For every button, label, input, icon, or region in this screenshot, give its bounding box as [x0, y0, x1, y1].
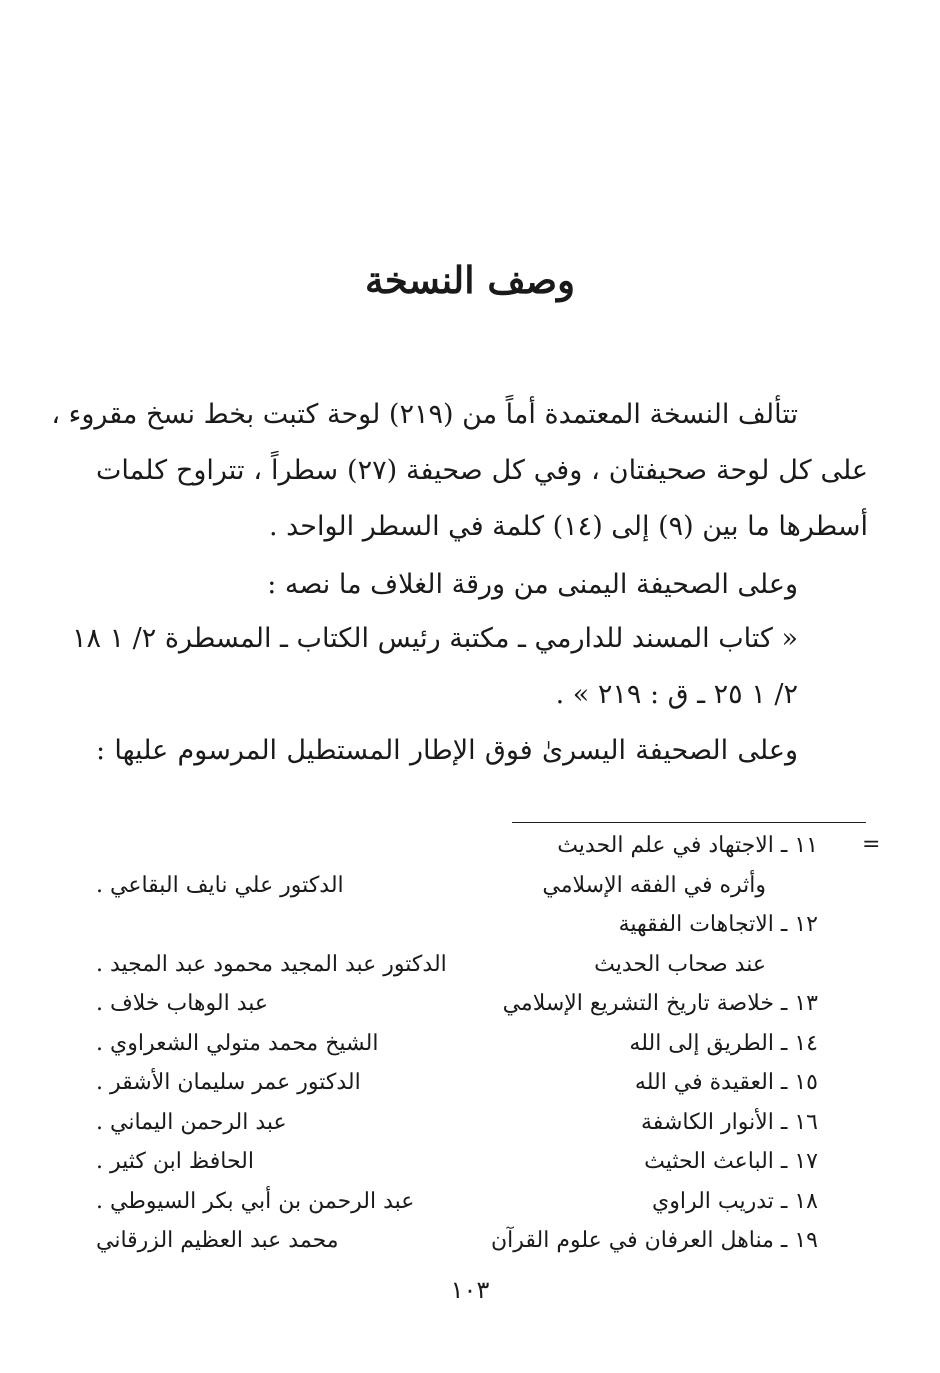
footnote-author: الدكتور علي نايف البقاعي .: [96, 872, 344, 898]
footnote-title: ١٤ ـ الطريق إلى الله: [629, 1030, 818, 1056]
footnote-title: ١٩ ـ مناهل العرفان في علوم القرآن: [491, 1228, 818, 1253]
footnote-title: ١٥ ـ العقيدة في الله: [634, 1070, 818, 1095]
footnote-author: الشيخ محمد متولي الشعراوي .: [96, 1030, 379, 1056]
footnote-title: ١٣ ـ خلاصة تاريخ التشريع الإسلامي: [502, 991, 818, 1016]
footnote-title: عند صحاب الحديث: [594, 951, 766, 977]
paragraph-cover-right: [96, 557, 868, 613]
text-line: أسطرها ما بين (٩) إلى (١٤) كلمة في السطر الواحد .: [268, 511, 868, 542]
quote-block: [71, 611, 868, 723]
text-line: ٢/ ١ ٢٥ ـ ق : ٢١٩ » .: [555, 679, 798, 710]
footnote-title: وأثره في الفقه الإسلامي: [542, 872, 766, 898]
footnote-row: [96, 905, 818, 945]
page-title: وصف النسخة: [365, 258, 575, 302]
footnote-author: عبد الرحمن بن أبي بكر السيوطي .: [96, 1188, 415, 1214]
footnote-row: [96, 1024, 818, 1064]
footnote-row: [96, 1142, 818, 1182]
footnote-author: الدكتور عمر سليمان الأشقر .: [96, 1070, 361, 1095]
text-line: وعلى الصحيفة اليمنى من ورقة الغلاف ما نصه :: [267, 569, 798, 600]
page-number: ١٠٣: [450, 1276, 490, 1304]
footnote-author: عبد الرحمن اليماني .: [96, 1109, 287, 1135]
footnote-title: ١٦ ـ الأنوار الكاشفة: [641, 1109, 818, 1135]
footnote-title: ١٨ ـ تدريب الراوي: [652, 1188, 818, 1214]
footnote-divider: [512, 822, 866, 823]
paragraph-cover-left: [96, 723, 868, 779]
footnote-list: [96, 826, 818, 1261]
text-line: على كل لوحة صحيفتان ، وفي كل صحيفة (٢٧) سطراً ، تتراوح كلمات: [96, 455, 868, 486]
footnote-row: [96, 1063, 818, 1103]
footnote-row: [96, 1182, 818, 1222]
footnote-author: الحافظ ابن كثير .: [96, 1149, 254, 1174]
paragraph-description: [51, 387, 868, 555]
footnote-author: محمد عبد العظيم الزرقاني: [96, 1228, 339, 1253]
text-line: « كتاب المسند للدارمي ـ مكتبة رئيس الكتاب ـ المسطرة ٢/ ١ ١٨: [71, 623, 798, 654]
footnote-row: [96, 1221, 818, 1261]
footnote-title: ١٢ ـ الاتجاهات الفقهية: [618, 912, 818, 937]
text-line: وعلى الصحيفة اليسرىٰ فوق الإطار المستطيل المرسوم عليها :: [96, 735, 798, 766]
footnote-row: [96, 945, 818, 985]
footnote-continuation-marker: =: [862, 832, 881, 857]
footnote-author: الدكتور عبد المجيد محمود عبد المجيد .: [96, 951, 447, 977]
footnote-row: [96, 984, 818, 1024]
footnote-title: ١٧ ـ الباعث الحثيث: [644, 1149, 818, 1174]
footnote-title: ١١ ـ الاجتهاد في علم الحديث: [557, 833, 818, 858]
footnote-row: [96, 1103, 818, 1143]
text-line: تتألف النسخة المعتمدة أماً من (٢١٩) لوحة كتبت بخط نسخ مقروء ،: [51, 399, 798, 430]
footnote-row: [96, 866, 818, 906]
footnote-row: [96, 826, 818, 866]
footnote-author: عبد الوهاب خلاف .: [96, 991, 269, 1016]
